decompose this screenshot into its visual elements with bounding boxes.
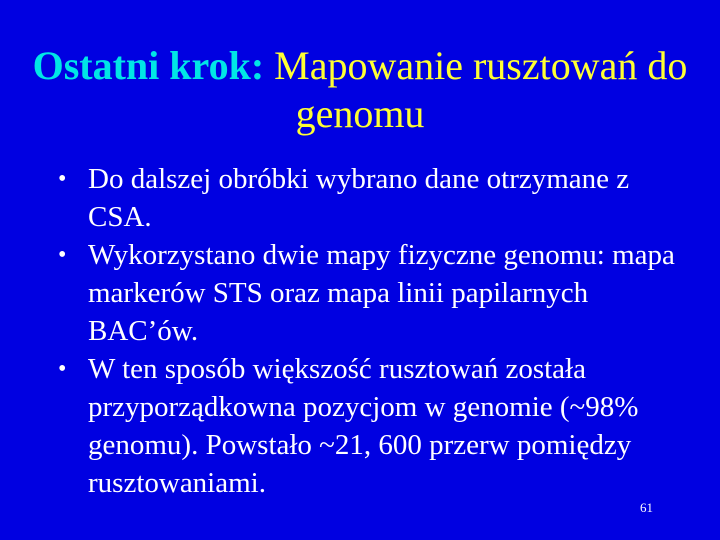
bullet-item <box>58 160 698 236</box>
bullet-text: Do dalszej obróbki wybrano dane otrzymane z CSA. <box>88 163 630 233</box>
bullet-item <box>58 350 698 502</box>
bullet-list <box>58 160 698 502</box>
bullet-marker: • <box>58 242 67 268</box>
slide-title-rest: Mapowanie rusztowań do genomu <box>264 43 688 136</box>
bullet-text: W ten sposób większość rusztowań została przyporządkowna pozycjom w genomie (~98% genomu). Powstało ~21, 600 przerw pomiędzy rusztowaniami. <box>88 353 639 499</box>
slide-title <box>0 42 720 138</box>
bullet-item <box>58 236 698 350</box>
slide-title-bold: Ostatni krok: <box>32 43 265 88</box>
bullet-marker: • <box>58 356 67 382</box>
bullet-marker: • <box>58 166 67 192</box>
bullet-text: Wykorzystano dwie mapy fizyczne genomu: mapa markerów STS oraz mapa linii papilarnych BAC’ów. <box>88 239 675 347</box>
page-number: 61 <box>640 500 653 515</box>
